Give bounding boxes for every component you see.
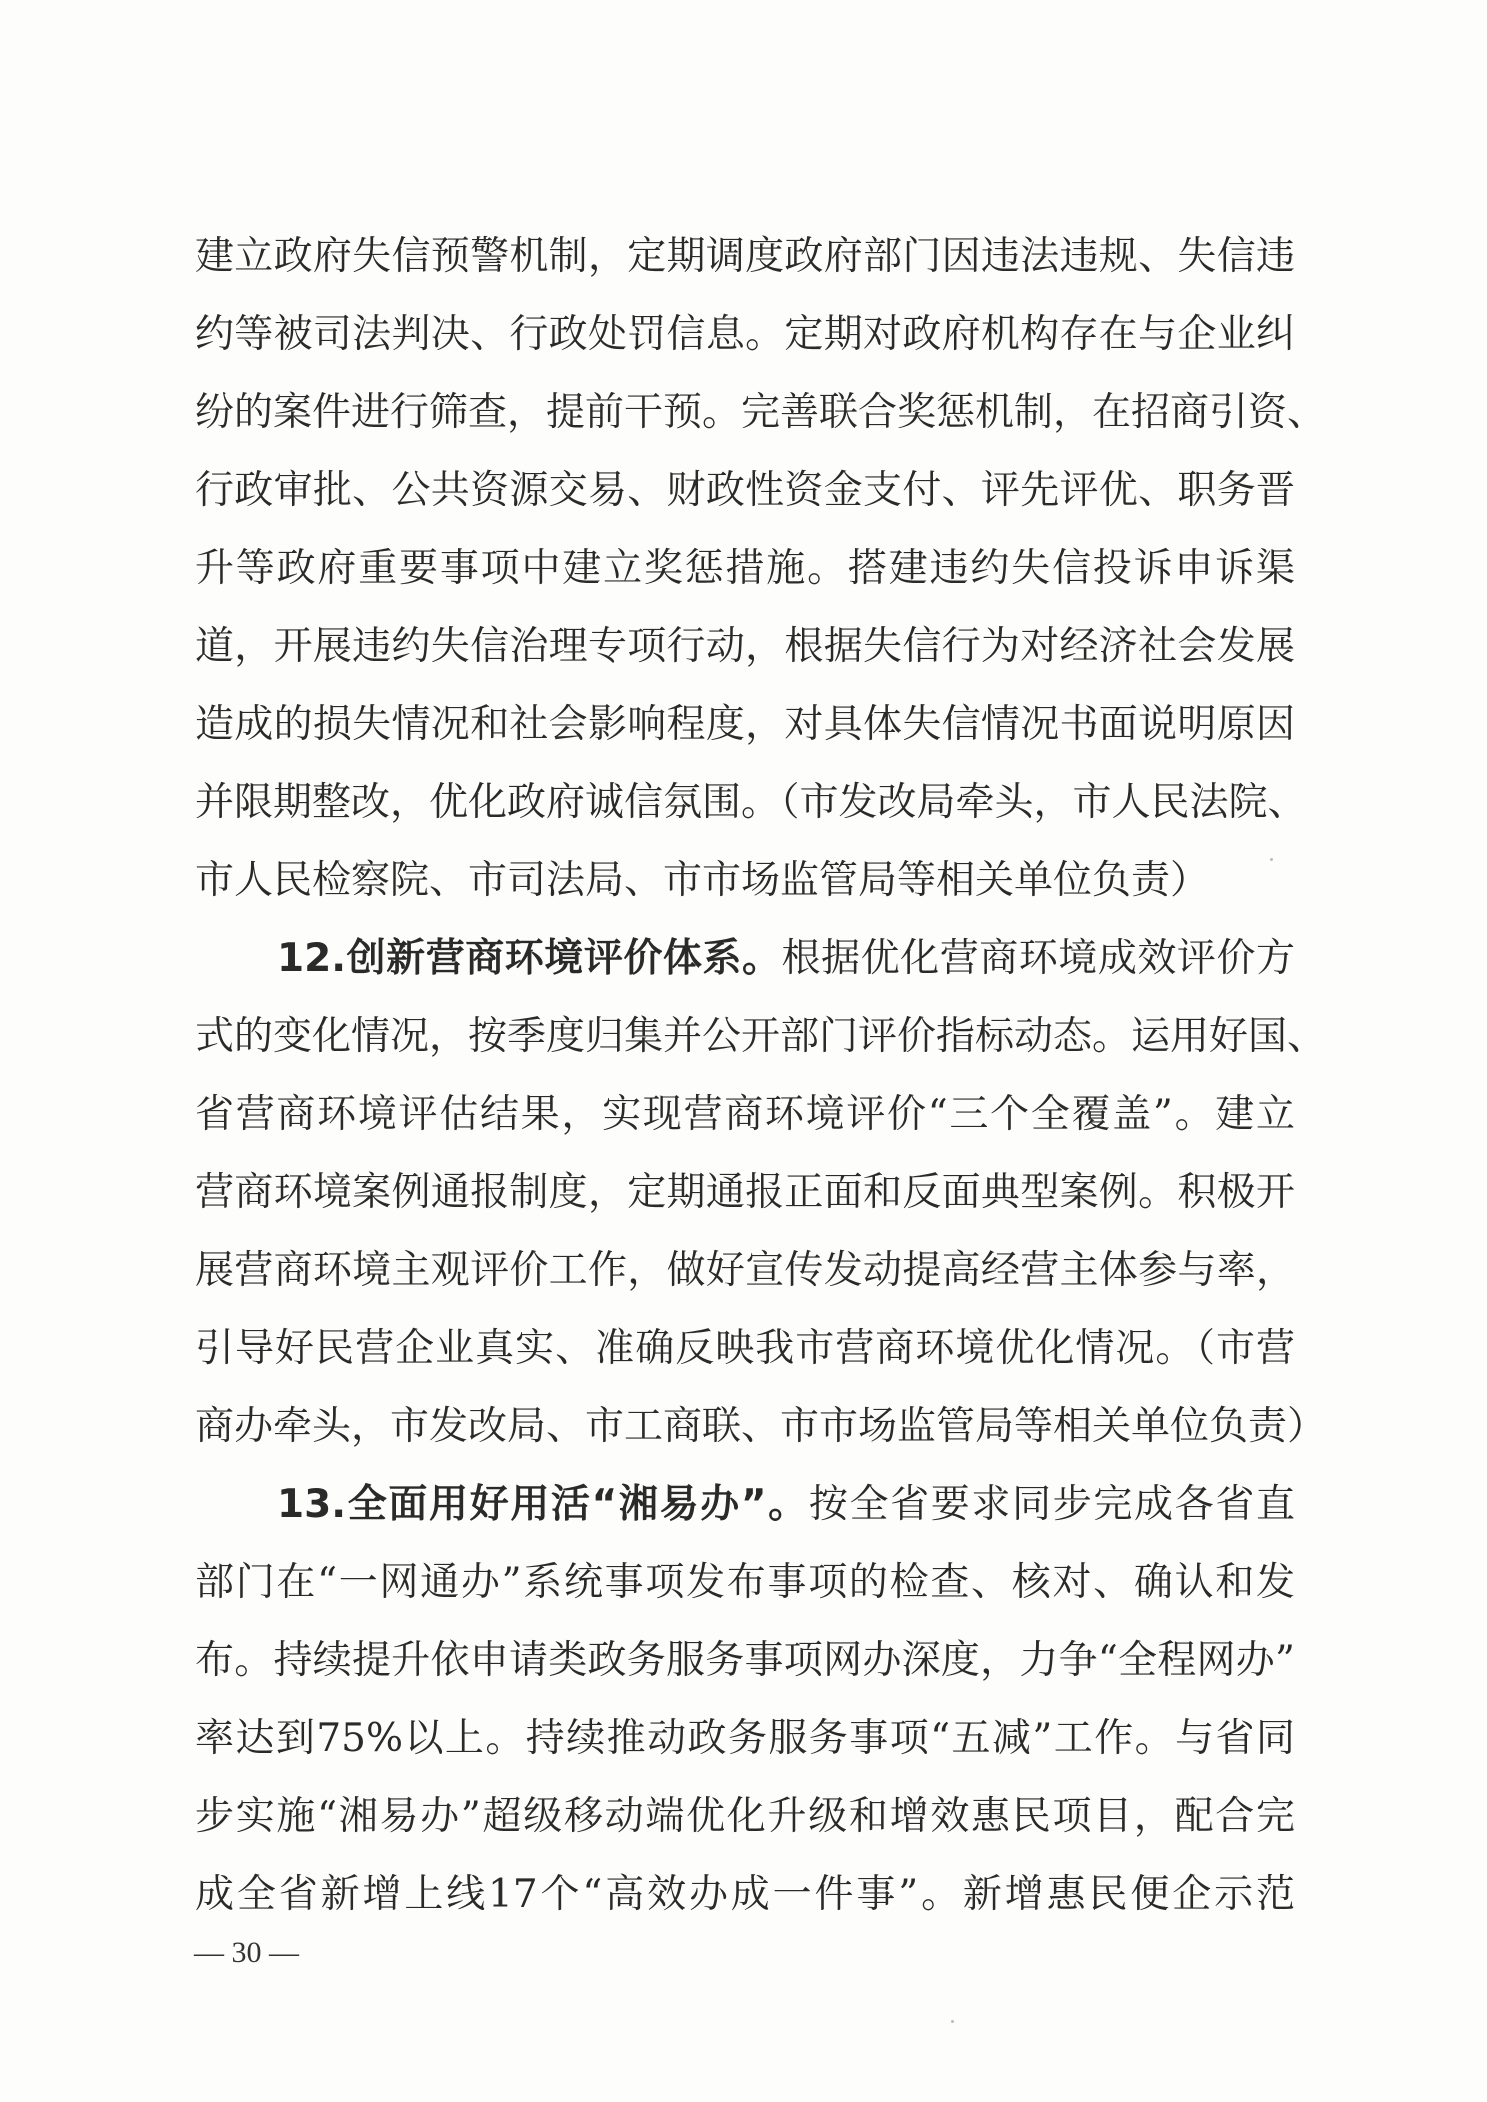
- text-line: 成全省新增上线17个“高效办成一件事”。新增惠民便企示范: [195, 1872, 1295, 1917]
- scan-speck: [951, 2020, 954, 2023]
- text-line: 部门在“一网通办”系统事项发布事项的检查、核对、确认和发: [195, 1560, 1295, 1605]
- text-line: 营商环境案例通报制度，定期通报正面和反面典型案例。积极开: [195, 1170, 1295, 1215]
- section-13-first-line: [195, 1466, 1295, 1544]
- body-text: [195, 218, 1327, 1934]
- section-13-heading: 13.全面用好用活“湘易办”。: [277, 1482, 809, 1527]
- text-line: 造成的损失情况和社会影响程度，对具体失信情况书面说明原因: [195, 702, 1295, 747]
- text-line: 升等政府重要事项中建立奖惩措施。搭建违约失信投诉申诉渠: [195, 546, 1295, 591]
- text-line: 约等被司法判决、行政处罚信息。定期对政府机构存在与企业纠: [195, 312, 1295, 357]
- text-line: 并限期整改，优化政府诚信氛围。（市发改局牵头，市人民法院、: [195, 780, 1307, 825]
- text-line: 式的变化情况，按季度归集并公开部门评价指标动态。运用好国、: [195, 1014, 1327, 1059]
- text-line: 道，开展违约失信治理专项行动，根据失信行为对经济社会发展: [195, 624, 1295, 669]
- text-line: 省营商环境评估结果，实现营商环境评价“三个全覆盖”。建立: [195, 1092, 1295, 1137]
- text-line: 步实施“湘易办”超级移动端优化升级和增效惠民项目，配合完: [195, 1794, 1295, 1839]
- text-line: 纷的案件进行筛查，提前干预。完善联合奖惩机制，在招商引资、: [195, 390, 1327, 435]
- text-line: 建立政府失信预警机制，定期调度政府部门因违法违规、失信违: [195, 234, 1295, 279]
- text-line: 率达到75%以上。持续推动政务服务事项“五减”工作。与省同: [195, 1716, 1295, 1761]
- text-line: 行政审批、公共资源交易、财政性资金支付、评先评优、职务晋: [195, 468, 1295, 513]
- text-fragment: 按全省要求同步完成各省直: [808, 1482, 1295, 1527]
- section-12-heading: 12.创新营商环境评价体系。: [277, 936, 782, 981]
- page-number: — 30 —: [194, 1936, 299, 1969]
- section-12-first-line: [195, 920, 1295, 998]
- scan-speck: [1270, 858, 1273, 861]
- text-line: 引导好民营企业真实、准确反映我市营商环境优化情况。（市营: [195, 1326, 1295, 1371]
- text-line: 布。持续提升依申请类政务服务事项网办深度，力争“全程网办”: [195, 1638, 1295, 1683]
- text-line: 商办牵头，市发改局、市工商联、市市场监管局等相关单位负责）: [195, 1404, 1327, 1449]
- text-fragment: 根据优化营商环境成效评价方: [781, 936, 1295, 981]
- text-line: 展营商环境主观评价工作，做好宣传发动提高经营主体参与率，: [195, 1248, 1295, 1293]
- text-line: 市人民检察院、市司法局、市市场监管局等相关单位负责）: [195, 858, 1210, 903]
